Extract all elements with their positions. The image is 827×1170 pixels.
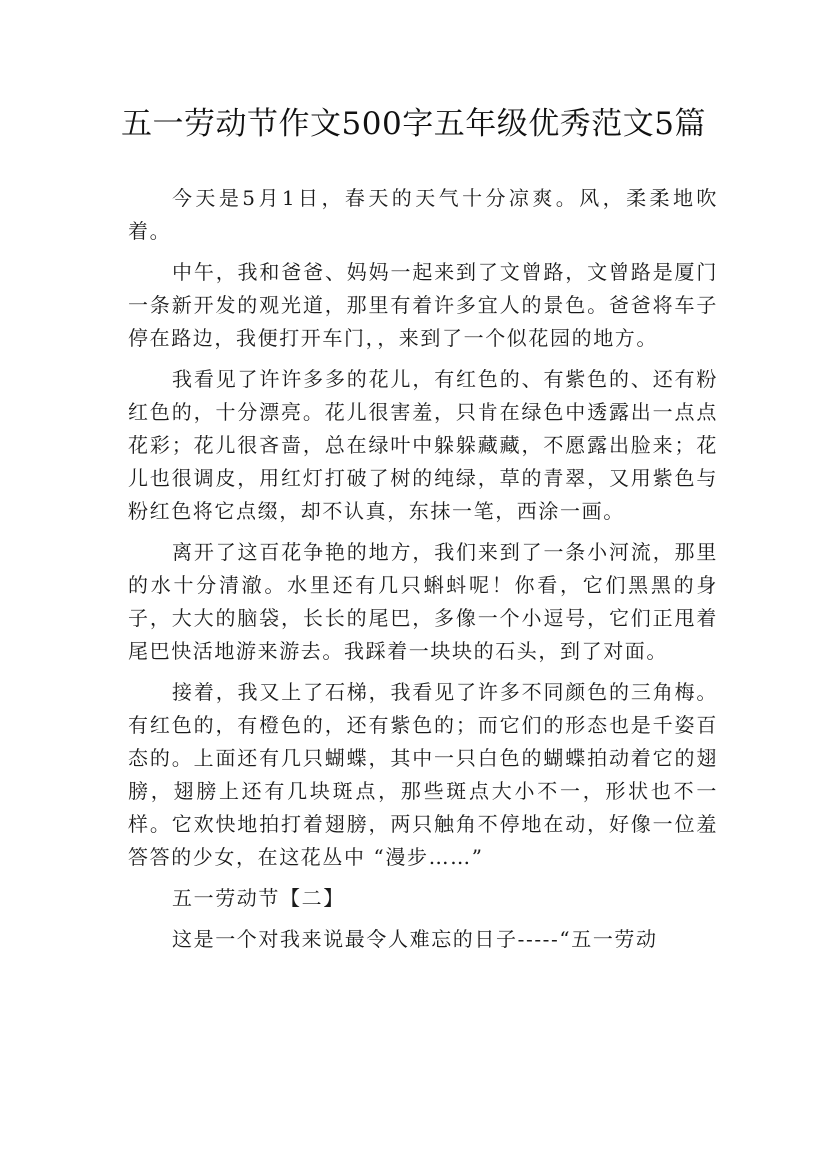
paragraph: 这是一个对我来说最令人难忘的日子-----“五一劳动 xyxy=(172,927,658,951)
paragraph: 离开了这百花争艳的地方，我们来到了一条小河流，那里的水十分清澈。水里还有几只蝌蚪呢！你看，它们黑黑的身子，大大的脑袋，长长的尾巴，多像一个小逗号，它们正甩着尾巴快活地游来游去。我踩着一块块的石头，到了对面。 xyxy=(128,540,718,663)
paragraph: 接着，我又上了石梯，我看见了许多不同颜色的三角梅。有红色的，有橙色的，还有紫色的；而它们的形态也是千姿百态的。上面还有几只蝴蝶，其中一只白色的蝴蝶拍动着它的翅膀，翅膀上还有几块斑点，那些斑点大小不一，形状也不一样。它欢快地拍打着翅膀，两只触角不停地在动，好像一位羞答答的少女，在这花丛中 “漫步……” xyxy=(128,680,718,869)
paragraph: 今天是5月1日，春天的天气十分凉爽。风，柔柔地吹着。 xyxy=(128,186,718,243)
paragraph: 我看见了许许多多的花儿，有红色的、有紫色的、还有粉红色的，十分漂亮。花儿很害羞，只肯在绿色中透露出一点点花彩；花儿很吝啬，总在绿叶中躲躲藏藏，不愿露出脸来；花儿也很调皮，用红灯打破了树的纯绿，草的青翠，又用紫色与粉红色将它点缀，却不认真，东抹一笔，西涂一画。 xyxy=(128,367,718,523)
paragraph: 中午，我和爸爸、妈妈一起来到了文曾路，文曾路是厦门一条新开发的观光道，那里有着许多宜人的景色。爸爸将车子停在路边，我便打开车门，，来到了一个似花园的地方。 xyxy=(128,260,718,350)
section-heading: 五一劳动节【二】 xyxy=(172,886,345,910)
document-title: 五一劳动节作文500字五年级优秀范文5篇 xyxy=(121,106,706,142)
document-body xyxy=(128,168,718,956)
